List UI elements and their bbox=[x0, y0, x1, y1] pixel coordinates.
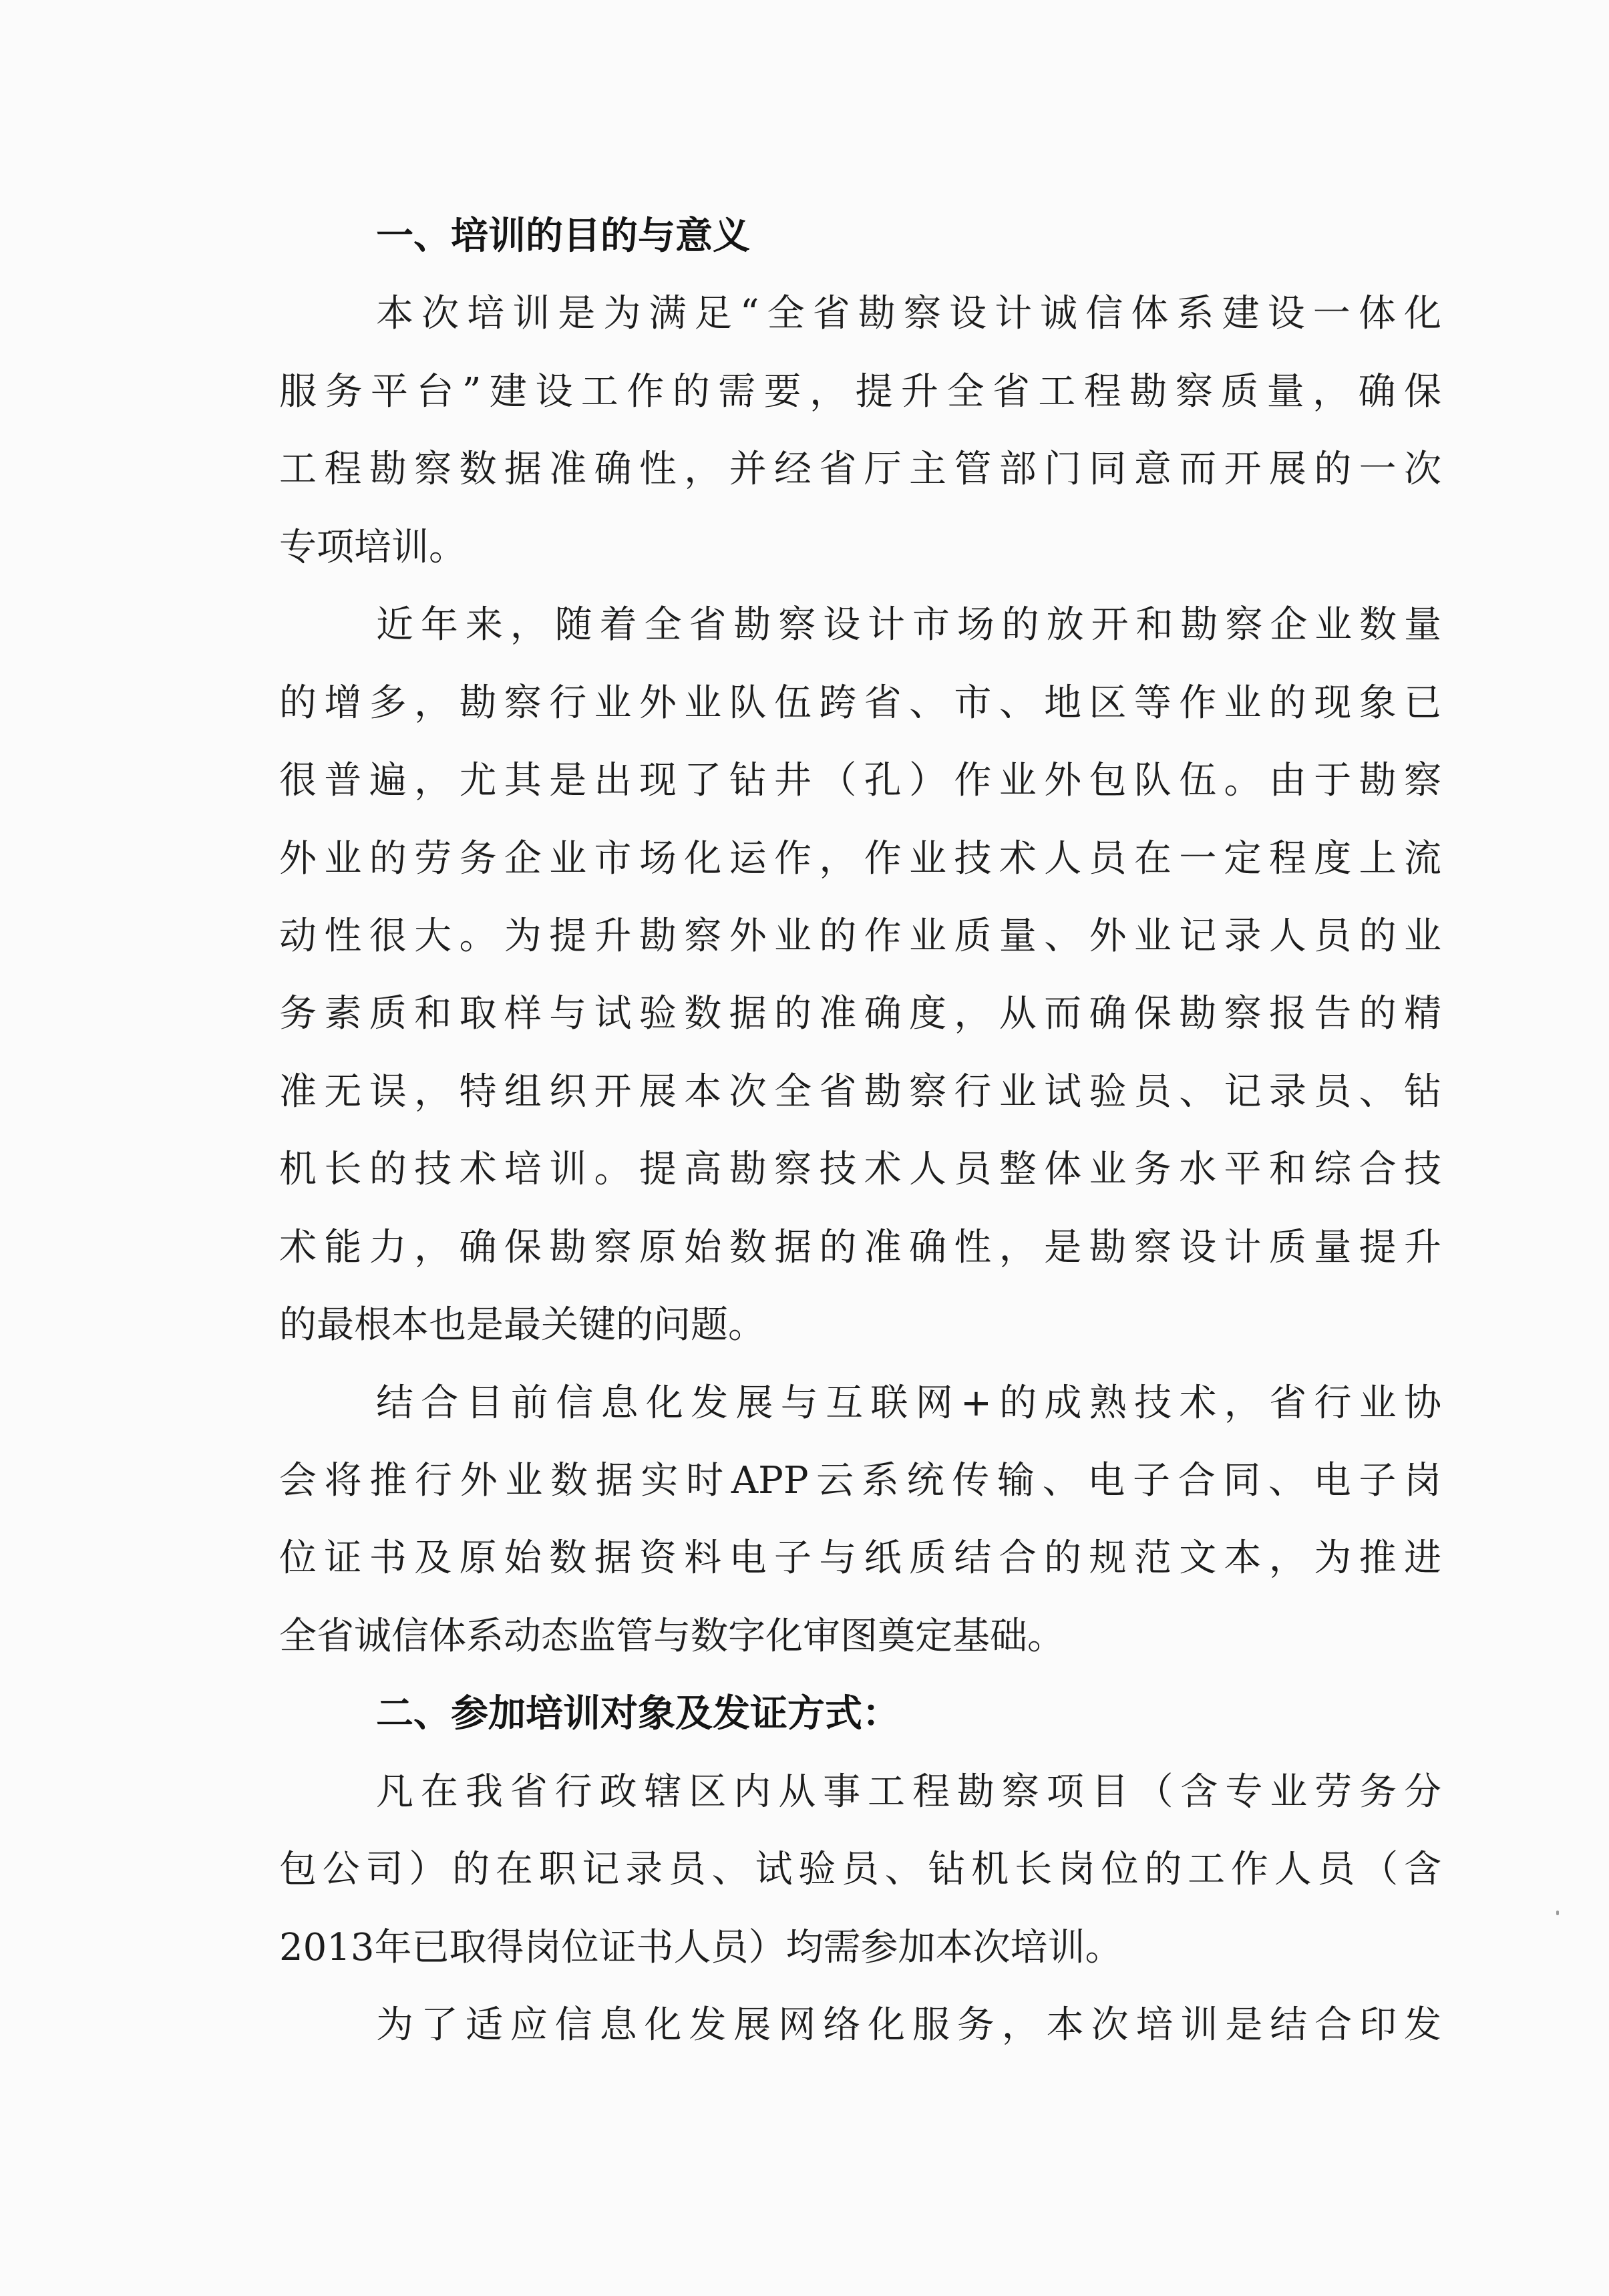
paragraph-eligible-personnel bbox=[279, 1754, 1441, 1987]
text-line: 凡在我省行政辖区内从事工程勘察项目（含专业劳务分 bbox=[376, 1770, 1441, 1814]
scan-speck-decoration bbox=[1556, 1911, 1559, 1915]
text-line: 结合目前信息化发展与互联网+的成熟技术，省行业协 bbox=[376, 1381, 1441, 1425]
text-line: 很普遍，尤其是出现了钻井（孔）作业外包队伍。由于勘察 bbox=[279, 759, 1441, 803]
paragraph-training-background bbox=[279, 275, 1441, 587]
paragraph-information-technology bbox=[279, 1365, 1441, 1676]
text-line: 的增多，勘察行业外业队伍跨省、市、地区等作业的现象已 bbox=[279, 681, 1441, 725]
paragraph-industry-situation bbox=[279, 587, 1441, 1364]
text-line: 术能力，确保勘察原始数据的准确性，是勘察设计质量提升 bbox=[279, 1225, 1441, 1269]
section-heading-purpose: 一、培训的目的与意义 bbox=[376, 214, 750, 258]
text-line: 全省诚信体系动态监管与数字化审图奠定基础。 bbox=[279, 1614, 1065, 1658]
text-line: 务素质和取样与试验数据的准确度，从而确保勘察报告的精 bbox=[279, 992, 1441, 1036]
text-line: 工程勘察数据准确性，并经省厅主管部门同意而开展的一次 bbox=[279, 448, 1441, 492]
text-line: 服务平台”建设工作的需要，提升全省工程勘察质量，确保 bbox=[279, 369, 1441, 414]
text-line: 近年来，随着全省勘察设计市场的放开和勘察企业数量 bbox=[376, 603, 1441, 647]
text-line: 位证书及原始数据资料电子与纸质结合的规范文本，为推进 bbox=[279, 1536, 1441, 1581]
text-line: 会将推行外业数据实时APP云系统传输、电子合同、电子岗 bbox=[279, 1459, 1441, 1502]
text-line: 机长的技术培训。提高勘察技术人员整体业务水平和综合技 bbox=[279, 1148, 1441, 1192]
text-line: 包公司）的在职记录员、试验员、钻机长岗位的工作人员（含 bbox=[279, 1848, 1441, 1892]
text-line: 本次培训是为满足“全省勘察设计诚信体系建设一体化 bbox=[376, 292, 1441, 336]
text-line: 动性很大。为提升勘察外业的作业质量、外业记录人员的业 bbox=[279, 914, 1441, 958]
text-line: 为了适应信息化发展网络化服务，本次培训是结合印发 bbox=[376, 2003, 1441, 2047]
paragraph-online-service bbox=[279, 1987, 1441, 2064]
text-line: 外业的劳务企业市场化运作，作业技术人员在一定程度上流 bbox=[279, 836, 1441, 880]
document-body bbox=[279, 198, 1441, 2065]
text-line: 专项培训。 bbox=[279, 525, 466, 569]
text-line: 准无误，特组织开展本次全省勘察行业试验员、记录员、钻 bbox=[279, 1070, 1441, 1114]
text-line: 的最根本也是最关键的问题。 bbox=[279, 1303, 765, 1347]
text-line: 2013年已取得岗位证书人员）均需参加本次培训。 bbox=[279, 1925, 1123, 1969]
section-heading-participants: 二、参加培训对象及发证方式： bbox=[376, 1692, 900, 1736]
